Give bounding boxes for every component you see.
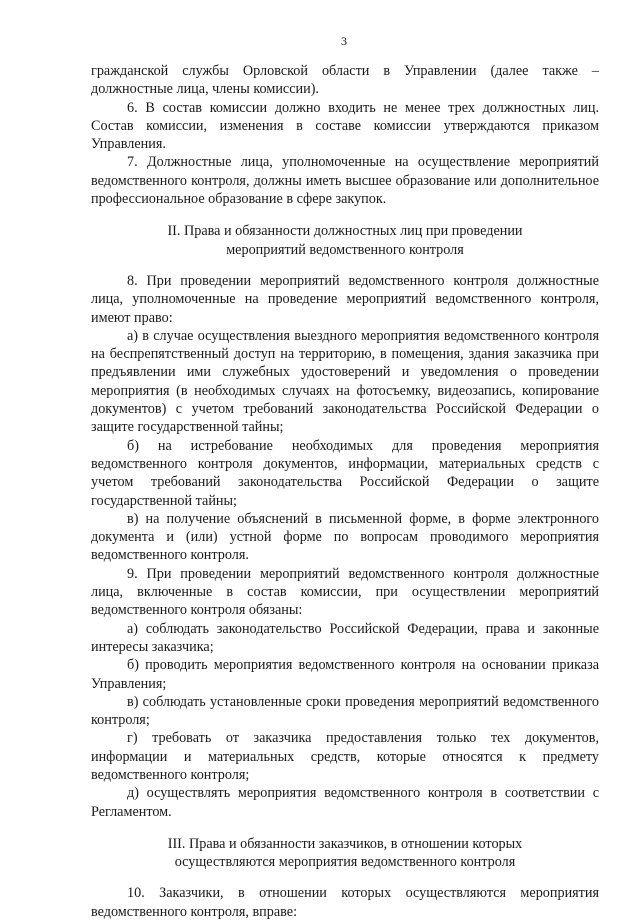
section-3-heading-line2: осуществляются мероприятия ведомственного контроля [174,854,516,871]
paragraph-10: 10. Заказчики, в отношении которых осуществляются мероприятия ведомственного контроля, вправе: [91,885,599,920]
page-number: 3 [341,34,347,48]
paragraph-9g: г) требовать от заказчика предоставления только тех документов, информации и материальных средств, которые относятся к предмету ведомственного контроля; [91,730,599,783]
paragraph-9v: в) соблюдать установленные сроки проведения мероприятий ведомственного контроля; [91,693,599,729]
paragraph-8a: а) в случае осуществления выездного мероприятия ведомственного контроля на беспрепятственный доступ на территорию, в помещения, здания заказчика при предъявлении ими служебных удостоверений и уведомления о проведении мероприятия (в необходимых случаях на фотосъемку, видеозапись, копирование документов) с учетом требований законодательства Российской Федерации о защите государственной тайны; [91,327,599,436]
paragraph-6: 6. В состав комиссии должно входить не менее трех должностных лиц. Состав комиссии, изменения в составе комиссии утверждаются приказом Управления. [91,99,599,153]
paragraph-9b: б) проводить мероприятия ведомственного контроля на основании приказа Управления; [91,657,599,692]
paragraph-9: 9. При проведении мероприятий ведомственного контроля должностные лица, включенные в состав комиссии, при осуществлении мероприятий ведомственного контроля обязаны: [91,565,599,619]
section-2-heading-line1: II. Права и обязанности должностных лиц при проведении [167,223,523,240]
section-2-heading [91,222,599,259]
paragraph-8: 8. При проведении мероприятий ведомственного контроля должностные лица, уполномоченные на проведение мероприятий ведомственного контроля, имеют право: [91,272,599,326]
paragraph-continuation: гражданской службы Орловской области в Управлении (далее также – должностные лица, члены комиссии). [91,63,599,98]
paragraph-9d: д) осуществлять мероприятия ведомственного контроля в соответствии с Регламентом. [91,785,599,820]
section-2-heading-line2: мероприятий ведомственного контроля [226,241,464,258]
document-body [91,62,599,921]
paragraph-7: 7. Должностные лица, уполномоченные на осуществление мероприятий ведомственного контроля, должны иметь высшее образование или дополнительное профессиональное образование в сфере закупок. [91,154,599,208]
section-3-heading [91,835,599,872]
paragraph-8v: в) на получение объяснений в письменной форме, в форме электронного документа и (или) устной форме по вопросам проводимого мероприятия ведомственного контроля. [91,510,599,564]
paragraph-8b: б) на истребование необходимых для проведения мероприятия ведомственного контроля документов, информации, материальных средств с учетом требований законодательства Российской Федерации о защите государственной тайны; [91,437,599,509]
paragraph-9a: а) соблюдать законодательство Российской Федерации, права и законные интересы заказчика; [91,620,599,655]
section-3-heading-line1: III. Права и обязанности заказчиков, в отношении которых [167,835,523,852]
